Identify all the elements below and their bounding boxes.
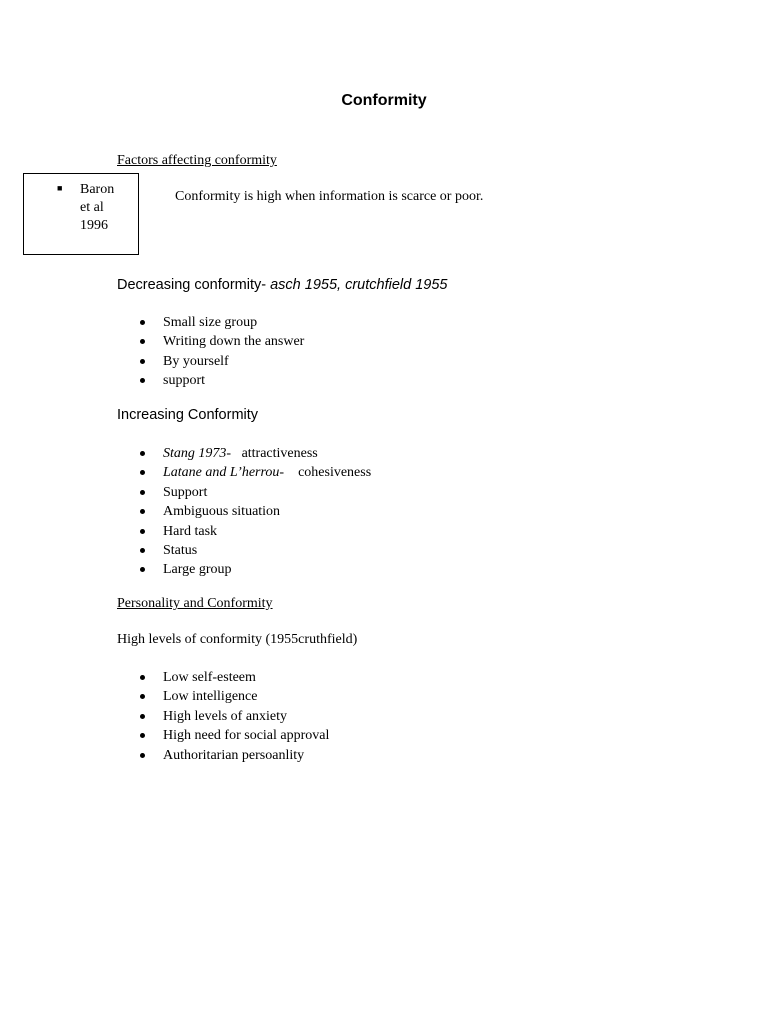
personality-list xyxy=(139,668,329,765)
bullet-icon xyxy=(140,378,145,383)
list-item-text: attractiveness xyxy=(241,446,318,461)
list-item xyxy=(139,502,371,521)
bullet-icon xyxy=(140,451,145,456)
reference-line: Baron xyxy=(80,182,115,197)
list-item xyxy=(139,668,329,687)
list-item xyxy=(139,687,329,706)
list-item-text: Large group xyxy=(163,562,232,578)
list-item xyxy=(139,522,371,541)
decreasing-list xyxy=(139,313,304,391)
bullet-icon xyxy=(140,490,145,495)
list-item-text: Status xyxy=(163,542,198,558)
list-item-text: support xyxy=(163,373,205,389)
list-item-text: Ambiguous situation xyxy=(163,504,281,520)
list-item xyxy=(139,707,329,726)
list-item-reference: Latane and L’herrou- xyxy=(163,465,285,481)
decreasing-heading-reference: asch 1955, crutchfield 1955 xyxy=(270,277,448,293)
square-bullet-icon: ■ xyxy=(57,183,63,193)
bullet-icon xyxy=(140,359,145,364)
list-item xyxy=(139,313,304,332)
reference-box xyxy=(23,173,139,255)
list-item-text: Hard task xyxy=(163,523,218,539)
bullet-icon xyxy=(140,529,145,534)
bullet-icon xyxy=(140,320,145,325)
bullet-icon xyxy=(140,694,145,699)
increasing-heading: Increasing Conformity xyxy=(117,407,259,423)
list-item xyxy=(139,483,371,502)
list-item xyxy=(139,726,329,745)
list-item-text: Low intelligence xyxy=(163,689,258,705)
list-item-text: High need for social approval xyxy=(163,728,330,744)
decreasing-heading xyxy=(117,277,447,293)
personality-heading: Personality and Conformity xyxy=(117,596,273,611)
list-item-text: By yourself xyxy=(163,353,229,369)
list-item xyxy=(139,541,371,560)
bullet-icon xyxy=(140,509,145,514)
list-item-text: Small size group xyxy=(163,315,258,330)
bullet-icon xyxy=(140,675,145,680)
list-item-reference: Stang 1973- xyxy=(163,446,232,461)
list-item xyxy=(139,560,371,579)
reference-line: et al xyxy=(80,200,104,215)
list-item xyxy=(139,332,304,351)
bullet-icon xyxy=(140,753,145,758)
reference-line: 1996 xyxy=(80,218,108,233)
decreasing-heading-label: Decreasing conformity- xyxy=(117,277,267,293)
increasing-list xyxy=(139,444,371,580)
reference-text xyxy=(80,181,130,235)
list-item xyxy=(139,463,371,482)
list-item-text: High levels of anxiety xyxy=(163,708,288,724)
list-item xyxy=(139,444,371,463)
bullet-icon xyxy=(140,339,145,344)
list-item-text: Low self-esteem xyxy=(163,670,256,685)
list-item-text: Writing down the answer xyxy=(163,334,305,350)
bullet-icon xyxy=(140,567,145,572)
personality-subheading: High levels of conformity (1955cruthfield) xyxy=(117,632,358,647)
list-item-text: Authoritarian persoanlity xyxy=(163,747,305,763)
list-item xyxy=(139,746,329,765)
list-item-text: cohesiveness xyxy=(298,465,372,481)
bullet-icon xyxy=(140,714,145,719)
page-title: Conformity xyxy=(341,92,427,109)
factors-statement: Conformity is high when information is scarce or poor. xyxy=(175,189,484,204)
list-item-text: Support xyxy=(163,484,208,500)
bullet-icon xyxy=(140,733,145,738)
list-item xyxy=(139,371,304,390)
factors-heading: Factors affecting conformity xyxy=(117,153,277,168)
list-item xyxy=(139,352,304,371)
bullet-icon xyxy=(140,470,145,475)
bullet-icon xyxy=(140,548,145,553)
